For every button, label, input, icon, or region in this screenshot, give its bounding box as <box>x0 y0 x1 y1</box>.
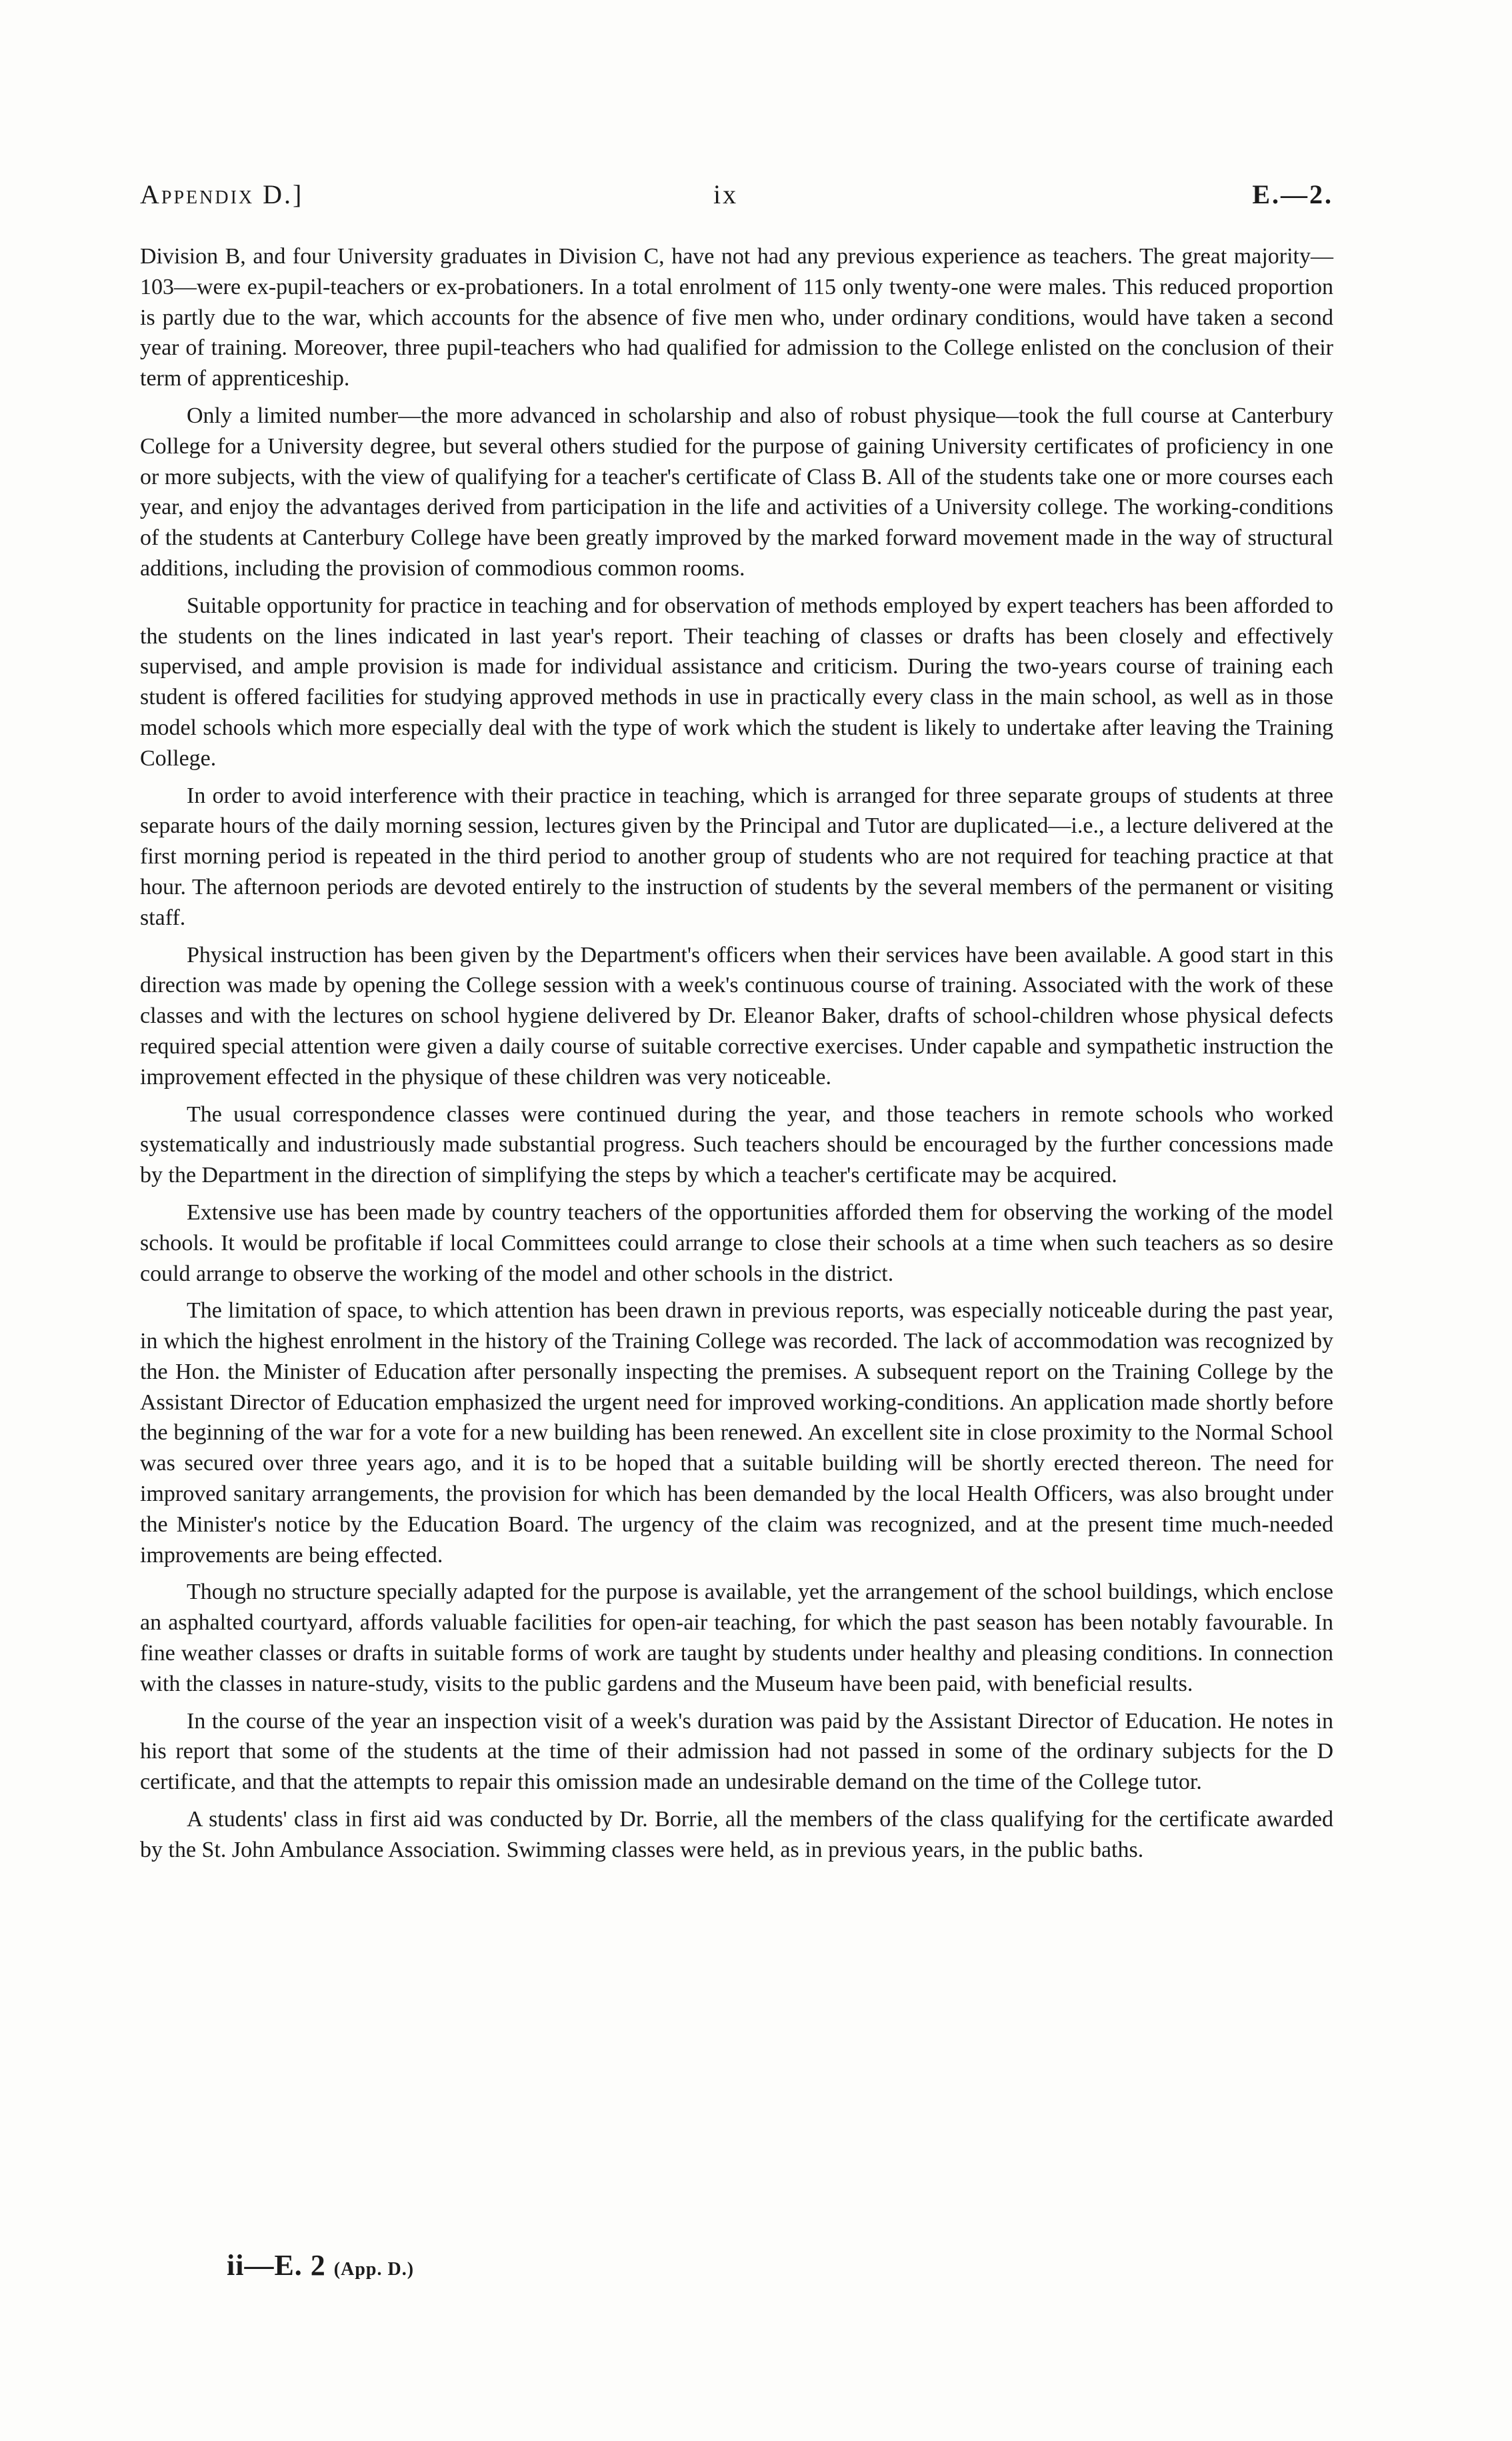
body-text <box>140 241 1333 1872</box>
page-header <box>140 179 1333 225</box>
signature-main: ii—E. 2 <box>227 2249 326 2282</box>
paragraph: In the course of the year an inspection visit of a week's duration was paid by the Assistant Director of Education. He notes in his report that some of the students at the time of their admission had not passed in some of the ordinary subjects for the D certificate, and that the attempts to repair this omission made an undesirable demand on the time of the College tutor. <box>140 1708 1333 1795</box>
signature-note: (App. D.) <box>333 2259 415 2280</box>
signature-mark <box>227 2248 414 2282</box>
paragraph: Only a limited number—the more advanced in scholarship and also of robust physique—took the full course at Canterbury College for a University degree, but several others studied for the purpose of gaining University certificates of proficiency in one or more subjects, with the view of qualifying for a teacher's certificate of Class B. All of the students take one or more courses each year, and enjoy the advantages derived from participation in the life and activities of a University college. The working-conditions of the students at Canterbury College have been greatly improved by the marked forward movement made in the way of structural additions, including the provision of commodious common rooms. <box>140 403 1333 581</box>
paragraph: A students' class in first aid was conducted by Dr. Borrie, all the members of the class qualifying for the certificate awarded by the St. John Ambulance Association. Swimming classes were held, as in previous years, in the public baths. <box>140 1807 1333 1862</box>
paragraph: In order to avoid interference with their practice in teaching, which is arranged for three separate groups of students at three separate hours of the daily morning session, lectures given by the Principal and Tutor are duplicated—i.e., a lecture delivered at the first morning period is repeated in the third period to another group of students who are not required for teaching practice at that hour. The afternoon periods are devoted entirely to the instruction of students by the several members of the permanent or visiting staff. <box>140 783 1333 930</box>
paragraph: Physical instruction has been given by the Department's officers when their services have been available. A good start in this direction was made by opening the College session with a week's continuous course of training. Associated with the work of these classes and with the lectures on school hygiene delivered by Dr. Eleanor Baker, drafts of school-children whose physical defects required special attention were given a daily course of suitable corrective exercises. Under capable and sympathetic instruction the improvement effected in the physique of these children was very noticeable. <box>140 942 1333 1089</box>
paragraph: Suitable opportunity for practice in teaching and for observation of methods employed by expert teachers has been afforded to the students on the lines indicated in last year's report. Their teaching of classes or drafts has been closely and effectively supervised, and ample provision is made for individual assistance and criticism. During the two-years course of training each student is offered facilities for studying approved methods in use in practically every class in the main school, as well as in those model schools which more especially deal with the type of work which the student is likely to undertake after leaving the Training College. <box>140 593 1333 771</box>
page-number: ix <box>713 179 739 209</box>
appendix-label: Appendix D.] <box>140 179 304 209</box>
document-code: E.—2. <box>1252 179 1333 209</box>
paragraph: The limitation of space, to which attention has been drawn in previous reports, was especially noticeable during the past year, in which the highest enrolment in the history of the Training College was recorded. The lack of accommodation was recognized by the Hon. the Minister of Education after personally inspecting the premises. A subsequent report on the Training College by the Assistant Director of Education emphasized the urgent need for improved working-conditions. An application made shortly before the beginning of the war for a vote for a new building has been renewed. An excellent site in close proximity to the Normal School was secured over three years ago, and it is to be hoped that a suitable building will be shortly erected thereon. The need for improved sanitary arrangements, the provision for which has been demanded by the local Health Officers, was also brought under the Minister's notice by the Education Board. The urgency of the claim was recognized, and at the present time much-needed improvements are being effected. <box>140 1298 1333 1568</box>
paragraph: Division B, and four University graduates in Division C, have not had any previous experience as teachers. The great majority—103—were ex-pupil-teachers or ex-probationers. In a total enrolment of 115 only twenty-one were males. This reduced proportion is partly due to the war, which accounts for the absence of five men who, under ordinary conditions, would have taken a second year of training. Moreover, three pupil-teachers who had qualified for admission to the College enlisted on the conclusion of their term of apprenticeship. <box>140 244 1333 391</box>
paragraph: The usual correspondence classes were continued during the year, and those teachers in remote schools who worked systematically and industriously made substantial progress. Such teachers should be encouraged by the further concessions made by the Department in the direction of simplifying the steps by which a teacher's certificate may be acquired. <box>140 1101 1333 1188</box>
paragraph: Though no structure specially adapted for the purpose is available, yet the arrangement of the school buildings, which enclose an asphalted courtyard, affords valuable facilities for open-air teaching, for which the past season has been notably favourable. In fine weather classes or drafts in suitable forms of work are taught by students under healthy and pleasing conditions. In connection with the classes in nature-study, visits to the public gardens and the Museum have been paid, with beneficial results. <box>140 1580 1333 1696</box>
paragraph: Extensive use has been made by country teachers of the opportunities afforded them for observing the working of the model schools. It would be profitable if local Committees could arrange to close their schools at a time when such teachers as so desire could arrange to observe the working of the model and other schools in the district. <box>140 1199 1333 1286</box>
